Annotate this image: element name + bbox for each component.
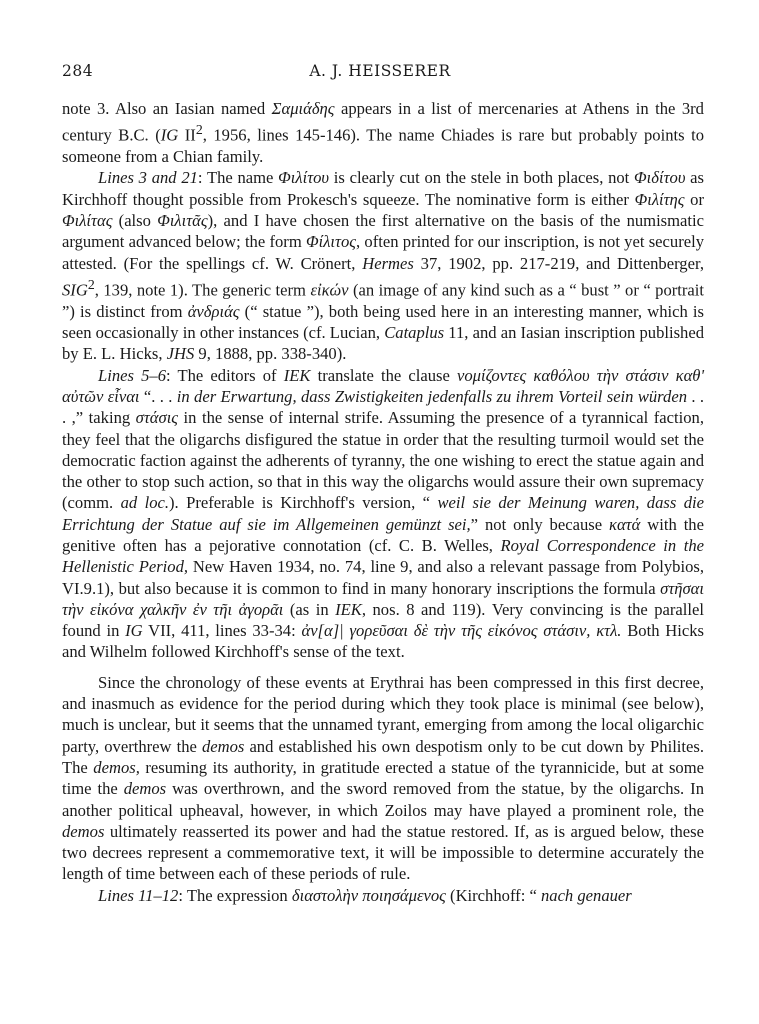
german-quote: weil sie der Meinung waren, dass die Errichtung der Statue auf sie im Allgemeinen gemünzt sei, [62, 493, 704, 534]
citation-ig: IG [125, 621, 143, 641]
paragraph-chronology: Since the chronology of these events at Erythrai has been compressed in this first decree, and inasmuch as evidence for the period during which they took place is minimal (see below), much is unclear, but it seems that the unnamed tyrant, emerging from among the local oligarchic party, overthrew the demos and established his own despotism only to be cut down by Philites. The demos, resuming its authority, in gratitude erected a statue of the tyrannicide, but at some time the demos was overthrown, and the sword removed from the statue, by the oligarchs. In another political upheaval, however, in which Zoilos may have played a prominent role, the demos ultimately reasserted its power and had the statue restored. If, as is argued below, these two decrees represent a commemorative text, it will be impossible to determine accurately the length of time between each of these periods of rule. [62, 672, 704, 884]
greek-text: Φιλίτας [62, 211, 113, 231]
greek-text: Σαμιάδης [271, 99, 335, 118]
german-quote: in der Erwartung, dass Zwistigkeiten jedenfalls zu ihrem Vorteil sein würden [176, 386, 687, 406]
term-demos: demos [201, 736, 245, 756]
greek-text: ἀνδριάς [187, 301, 240, 321]
greek-text: ἀν[α]| γορεῦσαι δὲ τὴν τῆς εἰκόνος στάσιν, κτλ. [301, 621, 622, 641]
citation-jhs: JHS [166, 344, 195, 364]
greek-text: Φίλιτος [306, 232, 357, 252]
lemma-label: Lines 3 and 21 [98, 168, 198, 188]
citation-ig: IG [160, 125, 179, 145]
paragraph-lines-11-12: Lines 11–12: The expression διαστολὴν ποιησάμενος (Kirchhoff: “ nach genauer [98, 885, 632, 905]
paragraph-lines-3-21: Lines 3 and 21: The name Φιλίτου is clearly cut on the stele in both places, not Φιδίτου as Kirchhoff thought possible from Prokesch's squeeze. The nominative form is either Φιλίτης or Φιλίτας (also Φιλιτᾶς), and I have chosen the first alternative on the basis of the numismatic argument advanced below; the form Φίλιτος, often printed for our inscription, is not yet securely attested. (For the spellings cf. W. Crönert, Hermes 37, 1902, pp. 217-219, and Dittenberger, SIG$^2$, 139, note 1). The generic term εἰκών (an image of any kind such as a “ bust ” or “ portrait ”) is distinct from ἀνδριάς (“ statue ”), both being used here in an interesting manner, which is seen occasionally in other instances (cf. Lucian, Cataplus 11, and an Iasian inscription published by E. L. Hicks, JHS 9, 1888, pp. 338-340). [62, 168, 705, 364]
citation-hermes: Hermes [362, 253, 414, 273]
term-demos: demos [62, 821, 105, 841]
greek-text: Φιλίτου [278, 168, 330, 188]
paragraph-lines-5-6: Lines 5–6: The editors of IEK translate the clause νομίζοντες καθόλου τὴν στάσιν καθ' αὐτῶν εἶναι “. . . in der Erwartung, dass Zwistigkeiten jedenfalls zu ihrem Vorteil sein würden . . . ,” taking στάσις in the sense of internal strife. Assuming the presence of a tyrannical faction, they feel that the oligarchs disfigured the statue in order that the resulting turmoil would set the democratic faction against the adherents of tyranny, the one wishing to erect the statue again and the other to stop such action, so that in this way the oligarchs would assure their own supremacy (comm. ad loc.). Preferable is Kirchhoff's version, “ weil sie der Meinung waren, dass die Errichtung der Statue auf sie im Allgemeinen gemünzt sei,” not only because κατά with the genitive often has a pejorative connotation (cf. C. B. Welles, Royal Correspondence in the Hellenistic Period, New Haven 1934, no. 74, line 9, and also a relevant passage from Polybios, VI.9.1), but also because it is common to find in many honorary inscriptions the formula στῆσαι τὴν εἰκόνα χαλκῆν ἐν τῆι ἀγορᾶι (as in IEK, nos. 8 and 119). Very convincing is the parallel found in IG VII, 411, lines 33-34: ἀν[α]| γορεῦσαι δὲ τὴν τῆς εἰκόνος στάσιν, κτλ. Both Hicks and Wilhelm followed Kirchhoff's sense of the text. [62, 365, 705, 662]
citation-cataplus: Cataplus [384, 323, 445, 343]
citation-sig: SIG [62, 280, 88, 300]
latin-phrase: ad loc. [120, 493, 170, 513]
lemma-label: Lines 11–12 [98, 885, 179, 905]
superscript: 2 [195, 122, 203, 138]
era-abbreviation: B.C. [118, 125, 149, 145]
running-header [62, 62, 698, 84]
german-quote: nach genauer [540, 885, 632, 905]
term-demos: demos [123, 779, 167, 799]
body-text [62, 98, 704, 906]
paragraph-note-continuation: note 3. Also an Iasian named Σαμιάδης appears in a list of mercenaries at Athens in the 3rd century B.C. (IG $II^2$, 1956, lines 145-146). The name Chiades is rare but probably points to someone from a Chian family. [62, 99, 704, 167]
citation-royal-correspondence: Royal Correspondence in the Hellenistic Period, [62, 536, 704, 577]
greek-text: κατά [609, 514, 641, 534]
term-demos: demos, [93, 757, 140, 777]
citation-iek: IEK [335, 599, 362, 619]
greek-text: διαστολὴν ποιησάμενος [291, 885, 446, 905]
greek-text: στάσις [135, 408, 179, 428]
greek-text: εἰκών [310, 280, 349, 300]
greek-text: στῆσαι τὴν εἰκόνα χαλκῆν ἐν τῆι ἀγορᾶι [62, 578, 704, 619]
running-head-author: A. J. HEISSERER [309, 62, 451, 80]
greek-text: Φιλιτᾶς [157, 211, 208, 231]
citation-iek: IEK [283, 365, 311, 385]
lemma-label: Lines 5–6 [98, 365, 167, 385]
superscript: 2 [87, 276, 95, 292]
greek-text: Φιδίτου [634, 168, 686, 188]
greek-text: Φιλίτης [634, 189, 685, 209]
page-number: 284 [62, 62, 94, 80]
greek-text: νομίζοντες καθόλου τὴν στάσιν καθ' αὐτῶν εἶναι [62, 365, 704, 406]
